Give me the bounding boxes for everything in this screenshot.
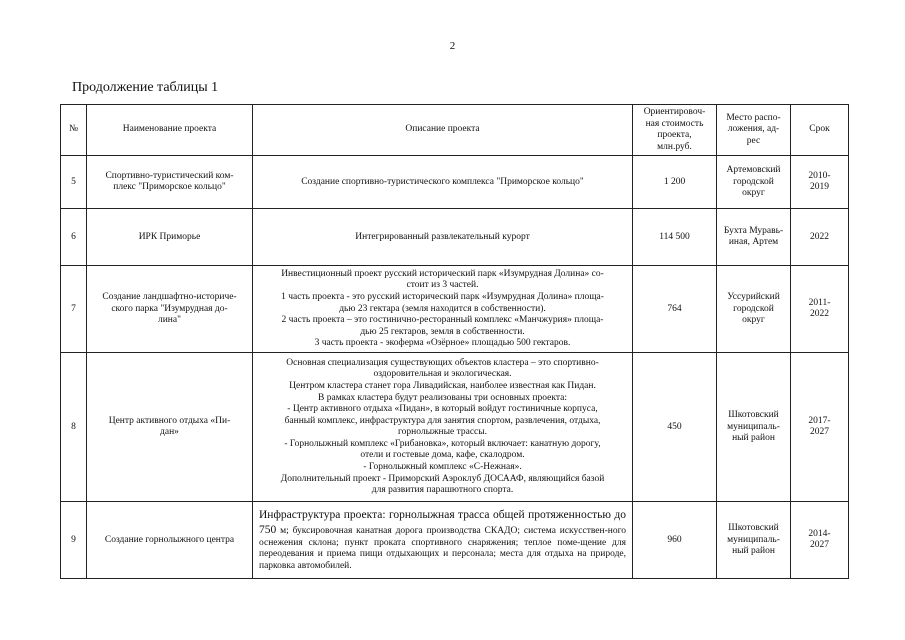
cell-cost: 1 200 <box>633 156 717 209</box>
table-row <box>61 502 849 579</box>
header-description: Описание проекта <box>253 105 633 156</box>
cell-cost: 114 500 <box>633 209 717 266</box>
header-cost: Ориентировоч- ная стоимость проекта, млн.руб. <box>633 105 717 156</box>
page-number: 2 <box>449 40 456 52</box>
cell-cost: 764 <box>633 266 717 353</box>
cell-description: Создание спортивно-туристического комплекса "Приморское кольцо" <box>253 156 633 209</box>
cell-name: Спортивно-туристический ком- плекс "Приморское кольцо" <box>87 156 253 209</box>
cell-place: Бухта Муравь- иная, Артем <box>717 209 791 266</box>
cell-description: Основная специализация существующих объектов кластера – это спортивно- оздоровительная и экологическая. Центром кластера станет гора Ливадийская, наиболее известная как Пидан. В рамках кластера будут реализованы три основных проекта: - Центр активного отдыха «Пидан», в который войдут гостиничные корпуса, банный комплекс, инфраструктура для занятия спортом, развлечения, отдыха, горнолыжные трассы. - Горнолыжный комплекс «Грибановка», который включает: канатную дорогу, отели и гостевые дома, кафе, скалодром. - Горнолыжный комплекс «С-Нежная». Дополнительный проект - Приморский Аэроклуб ДОСААФ, являющийся базой для развития парашютного спорта. <box>253 353 633 502</box>
table-row <box>61 266 849 353</box>
table-caption: Продолжение таблицы 1 <box>72 80 219 95</box>
cell-name: ИРК Приморье <box>87 209 253 266</box>
cell-term: 2022 <box>791 209 849 266</box>
cell-term: 2017- 2027 <box>791 353 849 502</box>
cell-name: Центр активного отдыха «Пи- дан» <box>87 353 253 502</box>
cell-description: Интегрированный развлекательный курорт <box>253 209 633 266</box>
table-row <box>61 209 849 266</box>
cell-name: Создание ландшафтно-историче- ского парка "Изумрудная до- лина" <box>87 266 253 353</box>
header-place: Место распо- ложения, ад- рес <box>717 105 791 156</box>
cell-cost: 960 <box>633 502 717 579</box>
cell-place: Уссурийский городской округ <box>717 266 791 353</box>
cell-term: 2011- 2022 <box>791 266 849 353</box>
table-header-row <box>61 105 849 156</box>
description-lead: Инфраструктура проекта: горнолыжная трасса общей протяженностью до 750 <box>259 509 626 536</box>
table-row <box>61 156 849 209</box>
cell-place: Шкотовский муниципаль- ный район <box>717 353 791 502</box>
cell-description: Инвестиционный проект русский исторический парк «Изумрудная Долина» со- стоит из 3 частей. 1 часть проекта - это русский исторический парк «Изумрудная Долина» площа- дью 23 гектара (земля находится в собственности). 2 часть проекта – это гостинично-ресторанный комплекс «Манчжурия» площа- дью 25 гектаров, земля в собственности. 3 часть проекта - экоферма «Озёрное» площадью 500 гектаров. <box>253 266 633 353</box>
cell-place: Шкотовский муниципаль- ный район <box>717 502 791 579</box>
table-row <box>61 353 849 502</box>
cell-num: 7 <box>61 266 87 353</box>
header-num: № <box>61 105 87 156</box>
cell-name: Создание горнолыжного центра <box>87 502 253 579</box>
cell-num: 6 <box>61 209 87 266</box>
cell-num: 9 <box>61 502 87 579</box>
cell-term: 2014- 2027 <box>791 502 849 579</box>
header-name: Наименование проекта <box>87 105 253 156</box>
description-rest: м; буксировочная канатная дорога производства СКАДО; система искусствен-ного оснежения склона; пункт проката спортивного снаряжения; теплое поме-щение для переодевания и приема пищи отдыхающих и персонала; места для отдыха на природе, парковка автомобилей. <box>259 525 627 571</box>
projects-table <box>60 104 849 579</box>
cell-description <box>253 502 633 579</box>
cell-term: 2010- 2019 <box>791 156 849 209</box>
cell-place: Артемовский городской округ <box>717 156 791 209</box>
cell-cost: 450 <box>633 353 717 502</box>
cell-num: 5 <box>61 156 87 209</box>
cell-num: 8 <box>61 353 87 502</box>
header-term: Срок <box>791 105 849 156</box>
